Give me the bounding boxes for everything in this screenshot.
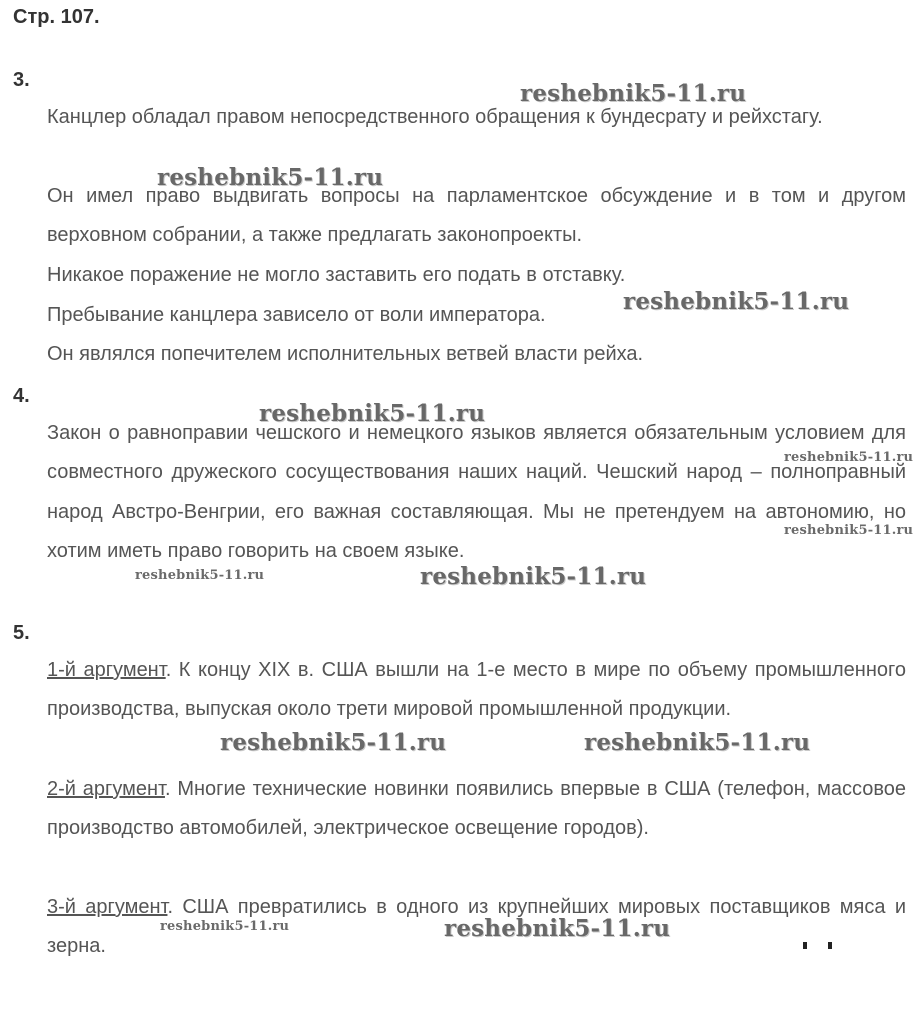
s3-paragraph-2: Он имел право выдвигать вопросы на парламентское обсуждение и в том и другом верховном собрании, а также предлагать законопроекты.	[47, 185, 906, 247]
s3-paragraph-5: Он являлся попечителем исполнительных ветвей власти рейха.	[47, 343, 644, 365]
s4-paragraph: Закон о равноправии чешского и немецкого языков является обязательным условием для совместного дружеского сосуществования наших наций. Чешский народ – полноправный народ Австро-Венгрии, его важная составляющая. Мы не претендуем на автономию, но хотим иметь право говорить на своем языке.	[47, 422, 906, 563]
argument-3-text: . США превратились в одного из крупнейших мировых поставщиков мяса и зерна.	[47, 896, 906, 958]
watermark: reshebnik5-11.ru	[784, 450, 914, 465]
watermark: reshebnik5-11.ru	[784, 523, 914, 538]
page-header: Стр. 107.	[13, 6, 100, 28]
dot	[828, 942, 832, 949]
watermark: reshebnik5-11.ru	[420, 563, 647, 590]
watermark: reshebnik5-11.ru	[157, 164, 384, 191]
s3-paragraph-1: Канцлер обладал правом непосредственного обращения к бундесрату и рейхстагу.	[47, 106, 823, 128]
argument-2-text: . Многие технические новинки появились впервые в США (телефон, массовое производство автомобилей, электрическое освещение городов).	[47, 778, 906, 840]
dot	[803, 942, 807, 949]
argument-3-label: 3-й аргумент	[47, 896, 168, 918]
s5-argument-2	[47, 770, 906, 849]
section-4-number: 4.	[13, 385, 30, 407]
argument-2-label: 2-й аргумент	[47, 778, 165, 800]
watermark: reshebnik5-11.ru	[259, 400, 486, 427]
argument-1-text: . К концу XIX в. США вышли на 1-е место в мире по объему промышленного производства, выпуская около трети мировой промышленной продукции.	[47, 659, 906, 721]
watermark: reshebnik5-11.ru	[520, 80, 747, 107]
s3-paragraph-3: Никакое поражение не могло заставить его подать в отставку.	[47, 264, 626, 286]
s3-paragraph-4: Пребывание канцлера зависело от воли императора.	[47, 304, 546, 326]
argument-1-label: 1-й аргумент	[47, 659, 166, 681]
watermark: reshebnik5-11.ru	[160, 919, 290, 934]
watermark: reshebnik5-11.ru	[623, 288, 850, 315]
watermark: reshebnik5-11.ru	[135, 568, 265, 583]
s5-argument-1	[47, 651, 906, 730]
watermark: reshebnik5-11.ru	[584, 729, 811, 756]
watermark: reshebnik5-11.ru	[220, 729, 447, 756]
section-3-number: 3.	[13, 69, 30, 91]
decorative-dots	[803, 942, 835, 952]
section-5-number: 5.	[13, 622, 30, 644]
watermark: reshebnik5-11.ru	[444, 915, 671, 942]
